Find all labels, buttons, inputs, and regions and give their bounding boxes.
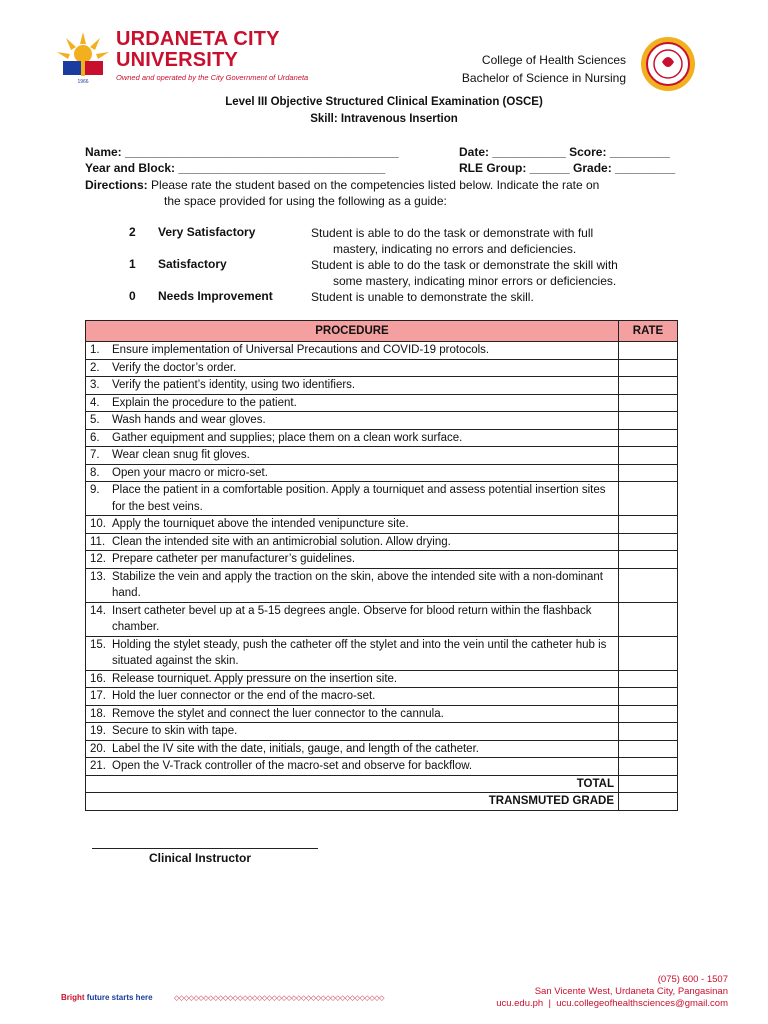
step-number: 12.: [90, 553, 106, 565]
table-row: [86, 429, 678, 447]
footer-decoration: ◇◇◇◇◇◇◇◇◇◇◇◇◇◇◇◇◇◇◇◇◇◇◇◇◇◇◇◇◇◇◇◇◇◇◇◇◇◇◇◇◇◇◇: [174, 995, 384, 1002]
college-name: College of Health Sciences: [481, 53, 626, 67]
table-row: [86, 464, 678, 482]
table-row: [86, 568, 678, 602]
table-row: [86, 723, 678, 741]
scale-number: 1: [129, 257, 136, 271]
step-number: 2.: [90, 361, 100, 374]
rate-cell[interactable]: [619, 636, 678, 670]
total-row: [86, 775, 678, 793]
transmuted-row: [86, 793, 678, 811]
rate-cell[interactable]: [619, 705, 678, 723]
tagline-highlight: Bright: [61, 993, 85, 1002]
rate-cell[interactable]: [619, 464, 678, 482]
total-rate-cell[interactable]: [619, 775, 678, 793]
procedure-cell: [86, 705, 619, 723]
footer-contact: [496, 974, 728, 1010]
procedure-table: [85, 320, 678, 811]
step-text: Secure to skin with tape.: [112, 725, 238, 737]
year-block-field[interactable]: Year and Block: _______________________________: [85, 161, 386, 175]
name-field[interactable]: Name: _________________________________________: [85, 145, 399, 159]
tagline-rest: future starts here: [84, 993, 153, 1002]
university-name-line2: UNIVERSITY: [116, 49, 239, 71]
table-row: [86, 670, 678, 688]
date-score-field[interactable]: Date: ___________ Score: _________: [459, 145, 670, 159]
procedure-cell: [86, 429, 619, 447]
procedure-cell: [86, 688, 619, 706]
rate-cell[interactable]: [619, 533, 678, 551]
table-row: [86, 342, 678, 360]
rate-cell[interactable]: [619, 568, 678, 602]
step-number: 20.: [90, 742, 106, 755]
rate-cell[interactable]: [619, 551, 678, 569]
step-text: Explain the procedure to the patient.: [112, 396, 297, 409]
footer-web: ucu.edu.ph | ucu.collegeofhealthsciences@gmail.com: [496, 998, 728, 1009]
rate-cell[interactable]: [619, 447, 678, 465]
step-text: Wear clean snug fit gloves.: [112, 449, 250, 461]
table-row: [86, 394, 678, 412]
procedure-header: PROCEDURE: [86, 321, 619, 342]
signature-line[interactable]: [92, 848, 318, 849]
footer-address: San Vicente West, Urdaneta City, Pangasinan: [534, 986, 728, 997]
rate-cell[interactable]: [619, 394, 678, 412]
scale-description-line1: Student is able to do the task or demonstrate with full: [311, 226, 594, 240]
table-row: [86, 482, 678, 516]
step-text: Remove the stylet and connect the luer connector to the cannula.: [112, 707, 444, 720]
table-row: [86, 602, 678, 636]
procedure-cell: [86, 670, 619, 688]
scale-description-line2: some mastery, indicating minor errors or deficiencies.: [333, 274, 617, 288]
procedure-cell: [86, 377, 619, 395]
rate-cell[interactable]: [619, 359, 678, 377]
procedure-steps: [86, 342, 678, 776]
rate-header: RATE: [619, 321, 678, 342]
university-name: [116, 29, 280, 71]
table-row: [86, 636, 678, 670]
step-number: 7.: [90, 449, 100, 461]
procedure-cell: [86, 359, 619, 377]
table-row: [86, 758, 678, 776]
rate-cell[interactable]: [619, 670, 678, 688]
step-number: 18.: [90, 707, 106, 720]
transmuted-rate-cell[interactable]: [619, 793, 678, 811]
scale-description: [311, 257, 681, 289]
procedure-cell: [86, 551, 619, 569]
step-number: 5.: [90, 414, 100, 426]
rate-cell[interactable]: [619, 758, 678, 776]
step-text: Wash hands and wear gloves.: [112, 414, 266, 426]
step-number: 1.: [90, 344, 100, 356]
step-text: Prepare catheter per manufacturer’s guidelines.: [112, 553, 356, 565]
table-row: [86, 516, 678, 534]
rate-cell[interactable]: [619, 429, 678, 447]
program-name: Bachelor of Science in Nursing: [461, 71, 626, 85]
rate-cell[interactable]: [619, 602, 678, 636]
scale-label: Very Satisfactory: [158, 225, 256, 239]
step-number: 17.: [90, 690, 106, 702]
rate-cell[interactable]: [619, 740, 678, 758]
directions-text-2: the space provided for using the following as a guide:: [164, 194, 447, 208]
signature-label: Clinical Instructor: [149, 851, 252, 865]
directions: [85, 177, 685, 193]
procedure-cell: [86, 602, 619, 636]
skill-title: Skill: Intravenous Insertion: [310, 113, 458, 125]
step-text: Label the IV site with the date, initials, gauge, and length of the catheter.: [112, 742, 479, 755]
step-text: Verify the doctor’s order.: [112, 361, 237, 374]
rate-cell[interactable]: [619, 342, 678, 360]
table-row: [86, 533, 678, 551]
step-number: 13.: [90, 570, 106, 583]
rate-cell[interactable]: [619, 377, 678, 395]
step-number: 16.: [90, 672, 106, 685]
step-text: Open your macro or micro-set.: [112, 466, 268, 479]
rle-grade-field[interactable]: RLE Group: ______ Grade: _________: [459, 161, 676, 175]
step-number: 19.: [90, 725, 106, 737]
rate-cell[interactable]: [619, 688, 678, 706]
procedure-cell: [86, 516, 619, 534]
procedure-cell: [86, 533, 619, 551]
procedure-cell: [86, 636, 619, 670]
rate-cell[interactable]: [619, 412, 678, 430]
table-row: [86, 551, 678, 569]
step-number: 10.: [90, 518, 106, 530]
procedure-cell: [86, 394, 619, 412]
table-header-row: [86, 321, 678, 342]
table-row: [86, 740, 678, 758]
footer-tagline: [61, 993, 153, 1002]
step-number: 6.: [90, 431, 100, 444]
step-text: Clean the intended site with an antimicrobial solution. Allow drying.: [112, 535, 451, 548]
total-label: TOTAL: [86, 775, 619, 793]
scale-description: [311, 225, 681, 257]
scale-description: Student is unable to demonstrate the skill.: [311, 290, 534, 304]
step-number: 4.: [90, 396, 100, 409]
procedure-cell: [86, 342, 619, 360]
step-text: Place the patient in a comfortable position. Apply a tourniquet and assess potential insertion sites for the best veins.: [112, 484, 606, 513]
logo-year: 1966: [77, 79, 89, 85]
step-number: 9.: [90, 484, 100, 496]
procedure-cell: [86, 482, 619, 516]
college-seal-icon: [640, 36, 696, 92]
step-text: Release tourniquet. Apply pressure on the insertion site.: [112, 672, 398, 685]
owned-by-text: Owned and operated by the City Government of Urdaneta: [116, 73, 309, 82]
step-text: Ensure implementation of Universal Precautions and COVID-19 protocols.: [112, 344, 490, 356]
step-text: Gather equipment and supplies; place them on a clean work surface.: [112, 431, 463, 444]
university-logo: [54, 30, 112, 86]
step-number: 11.: [90, 535, 106, 548]
step-number: 8.: [90, 466, 100, 479]
step-number: 21.: [90, 760, 106, 772]
college-info: [462, 51, 626, 87]
table-row: [86, 688, 678, 706]
procedure-cell: [86, 447, 619, 465]
scale-description-line2: mastery, indicating no errors and deficiencies.: [333, 242, 577, 256]
rate-cell[interactable]: [619, 482, 678, 516]
footer-phone: (075) 600 - 1507: [657, 974, 728, 985]
exam-title: Level III Objective Structured Clinical Examination (OSCE): [225, 96, 543, 108]
step-text: Stabilize the vein and apply the traction on the skin, above the intended site with a non-dominant hand.: [112, 570, 603, 599]
procedure-cell: [86, 758, 619, 776]
transmuted-label: TRANSMUTED GRADE: [86, 793, 619, 811]
scale-number: 2: [129, 225, 136, 239]
scale-description-line1: Student is able to do the task or demonstrate the skill with: [311, 258, 618, 272]
step-text: Open the V-Track controller of the macro-set and observe for backflow.: [112, 760, 473, 772]
step-number: 14.: [90, 604, 106, 617]
procedure-cell: [86, 412, 619, 430]
step-number: 3.: [90, 379, 100, 391]
scale-label: Needs Improvement: [158, 289, 273, 303]
step-text: Insert catheter bevel up at a 5-15 degrees angle. Observe for blood return within the flashback chamber.: [112, 604, 592, 633]
step-text: Apply the tourniquet above the intended venipuncture site.: [112, 518, 409, 530]
step-text: Holding the stylet steady, push the catheter off the stylet and into the vein until the catheter hub is situated against the skin.: [112, 638, 607, 667]
university-name-line1: URDANETA CITY: [116, 28, 280, 50]
step-text: Hold the luer connector or the end of the macro-set.: [112, 690, 376, 702]
scale-label: Satisfactory: [158, 257, 227, 271]
procedure-cell: [86, 464, 619, 482]
rate-cell[interactable]: [619, 723, 678, 741]
table-row: [86, 359, 678, 377]
table-row: [86, 705, 678, 723]
directions-label: Directions:: [85, 178, 148, 192]
table-row: [86, 447, 678, 465]
directions-text-1: Please rate the student based on the competencies listed below. Indicate the rate on: [151, 178, 600, 192]
step-number: 15.: [90, 638, 106, 651]
procedure-cell: [86, 740, 619, 758]
rate-cell[interactable]: [619, 516, 678, 534]
step-text: Verify the patient’s identity, using two identifiers.: [112, 379, 356, 391]
procedure-cell: [86, 568, 619, 602]
table-row: [86, 412, 678, 430]
scale-number: 0: [129, 289, 136, 303]
table-row: [86, 377, 678, 395]
procedure-cell: [86, 723, 619, 741]
